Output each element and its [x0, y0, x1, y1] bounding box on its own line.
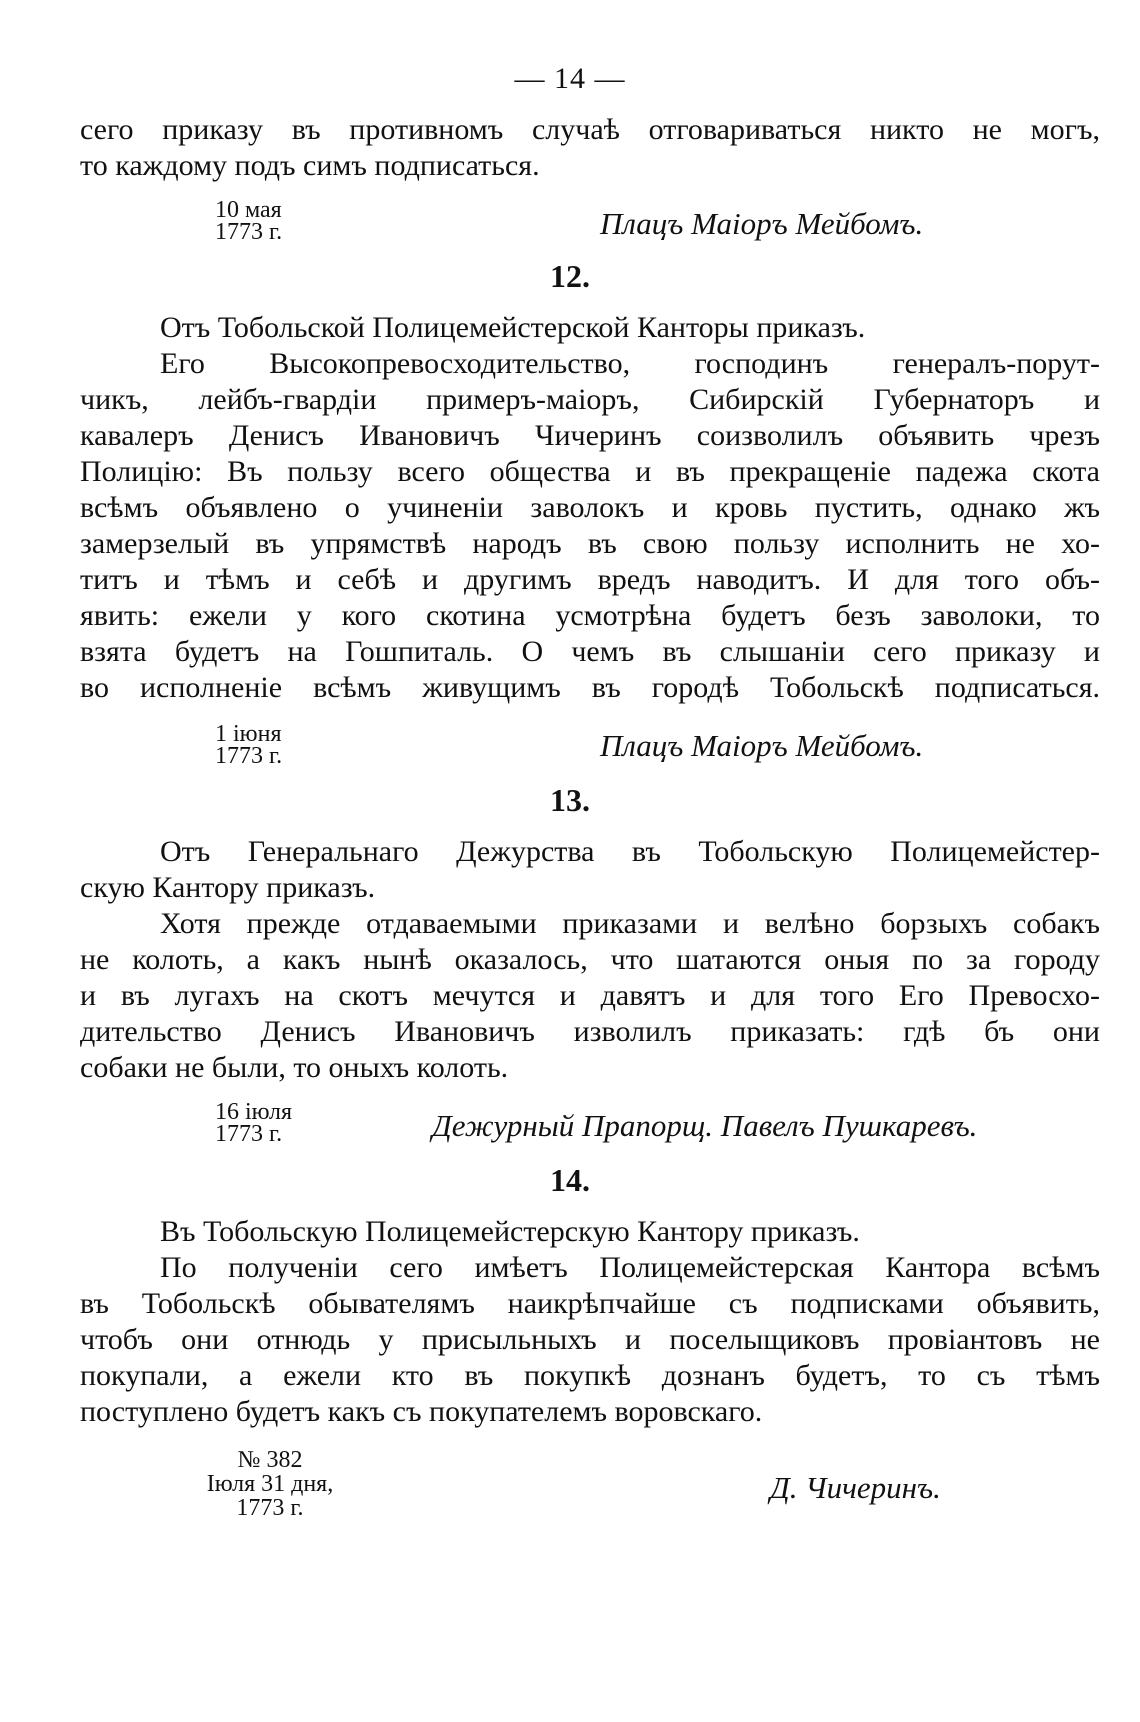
- text-line: поступлено будетъ какъ съ покупателемъ воровскаго.: [80, 1395, 763, 1428]
- text-line: то каждому подъ симъ подписаться.: [80, 149, 540, 182]
- order-signature: Дежурный Прапорщ. Павелъ Пушкаревъ.: [432, 1108, 978, 1143]
- order-signature: Плацъ Маіоръ Мейбомъ.: [600, 206, 924, 241]
- text-line: По полученіи сего имѣетъ Полицемейстерская Кантора всѣмъ: [160, 1251, 1100, 1284]
- order-date-day: 16 іюля: [215, 1099, 293, 1125]
- order-title: Въ Тобольскую Полицемейстерскую Кантору приказъ.: [160, 1215, 860, 1248]
- order-date-year: 1773 г.: [236, 1495, 304, 1521]
- text-line: всѣмъ объявлено о учиненіи заволокъ и кровь пустить, однако жъ: [80, 491, 1100, 524]
- text-line: скую Кантору приказъ.: [80, 871, 376, 904]
- text-line: титъ и тѣмъ и себѣ и другимъ вредъ наводитъ. И для того объ-: [80, 563, 1100, 596]
- text-line: собаки не были, то оныхъ колоть.: [80, 1051, 509, 1084]
- text-line: кавалеръ Денисъ Ивановичъ Чичеринъ соизволилъ объявить чрезъ: [80, 419, 1100, 452]
- text-line: Его Высокопревосходительство, господинъ генералъ-порут-: [160, 347, 1100, 380]
- text-line: явить: ежели у кого скотина усмотрѣна будетъ безъ заволоки, то: [80, 599, 1100, 632]
- text-line: Полицію: Въ пользу всего общества и въ прекращеніе падежа скота: [80, 455, 1100, 488]
- text-line: не колоть, а какъ нынѣ оказалось, что шатаются оныя по за городу: [80, 943, 1100, 976]
- text-line: во исполненіе всѣмъ живущимъ въ городѣ Тобольскѣ подписаться.: [80, 671, 1100, 704]
- order-signature: Плацъ Маіоръ Мейбомъ.: [600, 728, 924, 763]
- order-doc-number: № 382: [237, 1447, 303, 1473]
- order-date-day: 1 іюня: [215, 721, 282, 747]
- text-line: и въ лугахъ на скотъ мечутся и давятъ и для того Его Превосхо-: [80, 979, 1100, 1012]
- text-line: чикъ, лейбъ-гвардіи примеръ-маіоръ, Сибирскій Губернаторъ и: [80, 383, 1100, 416]
- order-title: Отъ Тобольской Полицемейстерской Канторы приказъ.: [160, 311, 866, 344]
- order-date-year: 1773 г.: [215, 743, 283, 769]
- text-line: взята будетъ на Гошпиталь. О чемъ въ слышаніи сего приказу и: [80, 635, 1100, 668]
- page-number: — 14 —: [514, 62, 626, 95]
- text-line: Хотя прежде отдаваемыми приказами и велѣно борзыхъ собакъ: [160, 907, 1100, 940]
- text-line: въ Тобольскѣ обывателямъ наикрѣпчайше съ подписками объявить,: [80, 1287, 1100, 1320]
- order-date-day: Іюля 31 дня,: [206, 1471, 334, 1497]
- order-date-year: 1773 г.: [215, 219, 283, 245]
- order-number-heading: 12.: [550, 258, 590, 294]
- order-number-heading: 13.: [550, 782, 590, 818]
- text-line: чтобъ они отнюдь у присыльныхъ и поселыщиковъ провіантовъ не: [80, 1323, 1100, 1356]
- order-date-day: 10 мая: [215, 197, 282, 223]
- text-line: дительство Денисъ Ивановичъ изволилъ приказать: гдѣ бъ они: [80, 1015, 1100, 1048]
- order-date-year: 1773 г.: [215, 1121, 283, 1147]
- order-signature: Д. Чичеринъ.: [770, 1470, 941, 1505]
- text-line: сего приказу въ противномъ случаѣ отговариваться никто не могъ,: [80, 113, 1100, 146]
- text-line: покупали, а ежели кто въ покупкѣ дознанъ будетъ, то съ тѣмъ: [80, 1359, 1100, 1392]
- order-number-heading: 14.: [550, 1162, 590, 1198]
- order-title: Отъ Генеральнаго Дежурства въ Тобольскую Полицемейстер-: [160, 835, 1100, 868]
- text-line: замерзелый въ упрямствѣ народъ въ свою пользу исполнить не хо-: [80, 527, 1100, 560]
